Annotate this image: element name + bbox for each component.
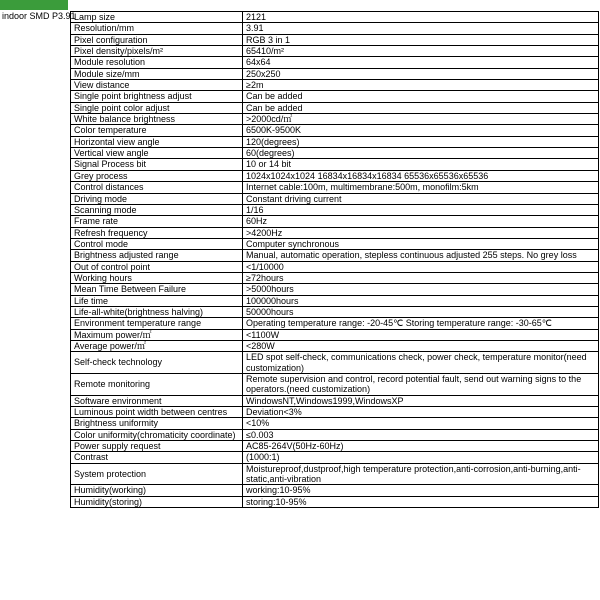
spec-value: 1024x1024x1024 16834x16834x16834 65536x65536x65536 xyxy=(243,170,599,181)
spec-value: <1100W xyxy=(243,329,599,340)
spec-value: Remote supervision and control, record potential fault, send out warning signs to the operators.(need customization) xyxy=(243,374,599,396)
table-row xyxy=(71,46,599,57)
table-row xyxy=(71,193,599,204)
spec-label: Module size/mm xyxy=(71,68,243,79)
table-row xyxy=(71,407,599,418)
spec-value: 6500K-9500K xyxy=(243,125,599,136)
table-row xyxy=(71,216,599,227)
table-row xyxy=(71,204,599,215)
spec-value: Manual, automatic operation, stepless continuous adjusted 255 steps. No grey loss xyxy=(243,250,599,261)
spec-value: 3.91 xyxy=(243,23,599,34)
spec-value: (1000:1) xyxy=(243,452,599,463)
spec-label: Environment temperature range xyxy=(71,318,243,329)
table-row xyxy=(71,485,599,496)
spec-value: ≥2m xyxy=(243,80,599,91)
spec-label: Average power/㎡ xyxy=(71,340,243,351)
spec-value: 60(degrees) xyxy=(243,148,599,159)
spec-label: Life time xyxy=(71,295,243,306)
table-row xyxy=(71,352,599,374)
spec-value: >5000hours xyxy=(243,284,599,295)
spec-label: Remote monitoring xyxy=(71,374,243,396)
spec-label: Vertical view angle xyxy=(71,148,243,159)
table-row xyxy=(71,429,599,440)
spec-label: Brightness uniformity xyxy=(71,418,243,429)
spec-value: ≥72hours xyxy=(243,272,599,283)
table-row xyxy=(71,159,599,170)
spec-value: Can be added xyxy=(243,102,599,113)
table-row xyxy=(71,227,599,238)
spec-label: Control mode xyxy=(71,238,243,249)
table-row xyxy=(71,284,599,295)
spec-value: RGB 3 in 1 xyxy=(243,34,599,45)
spec-value: Can be added xyxy=(243,91,599,102)
spec-label: Power supply request xyxy=(71,441,243,452)
spec-value: 65410/m² xyxy=(243,46,599,57)
spec-label: Driving mode xyxy=(71,193,243,204)
table-row xyxy=(71,238,599,249)
spec-value: <1/10000 xyxy=(243,261,599,272)
spec-label: White balance brightness xyxy=(71,114,243,125)
spec-label: Working hours xyxy=(71,272,243,283)
spec-value: WindowsNT,Windows1999,WindowsXP xyxy=(243,395,599,406)
table-row xyxy=(71,306,599,317)
spec-label: Module resolution xyxy=(71,57,243,68)
spec-label: Out of control point xyxy=(71,261,243,272)
spec-label: Life-all-white(brightness halving) xyxy=(71,306,243,317)
spec-label: System protection xyxy=(71,463,243,485)
spec-label: Maximum power/㎡ xyxy=(71,329,243,340)
spec-label: Color uniformity(chromaticity coordinate) xyxy=(71,429,243,440)
table-row xyxy=(71,272,599,283)
specification-table xyxy=(70,11,599,508)
spec-value: 64x64 xyxy=(243,57,599,68)
table-row xyxy=(71,102,599,113)
green-accent-block xyxy=(0,0,68,10)
table-body xyxy=(71,12,599,508)
table-row xyxy=(71,148,599,159)
spec-value: 60Hz xyxy=(243,216,599,227)
spec-label: Frame rate xyxy=(71,216,243,227)
spec-label: Single point brightness adjust xyxy=(71,91,243,102)
header-title: indoor SMD P3.91 xyxy=(2,11,76,21)
spec-label: Single point color adjust xyxy=(71,102,243,113)
spec-value: storing:10-95% xyxy=(243,496,599,507)
spec-value: 100000hours xyxy=(243,295,599,306)
table-row xyxy=(71,261,599,272)
table-row xyxy=(71,182,599,193)
spec-label: Humidity(storing) xyxy=(71,496,243,507)
spec-value: Computer synchronous xyxy=(243,238,599,249)
spec-label: Color temperature xyxy=(71,125,243,136)
spec-label: Control distances xyxy=(71,182,243,193)
spec-value: Deviation<3% xyxy=(243,407,599,418)
spec-value: working:10-95% xyxy=(243,485,599,496)
table-row xyxy=(71,91,599,102)
table-row xyxy=(71,374,599,396)
spec-value: AC85-264V(50Hz-60Hz) xyxy=(243,441,599,452)
spec-label: Brightness adjusted range xyxy=(71,250,243,261)
spec-value: Moistureproof,dustproof,high temperature protection,anti-corrosion,anti-burning,anti-static,anti-vibration xyxy=(243,463,599,485)
spec-label: Horizontal view angle xyxy=(71,136,243,147)
spec-value: 50000hours xyxy=(243,306,599,317)
table-row xyxy=(71,68,599,79)
table-row xyxy=(71,12,599,23)
spec-value: Operating temperature range: -20-45℃ Storing temperature range: -30-65℃ xyxy=(243,318,599,329)
spec-label: Lamp size xyxy=(71,12,243,23)
table-row xyxy=(71,125,599,136)
spec-label: Self-check technology xyxy=(71,352,243,374)
table-row xyxy=(71,136,599,147)
table-row xyxy=(71,418,599,429)
spec-label: Scanning mode xyxy=(71,204,243,215)
spec-label: Resolution/mm xyxy=(71,23,243,34)
table-row xyxy=(71,295,599,306)
spec-value: <280W xyxy=(243,340,599,351)
spec-label: Signal Process bit xyxy=(71,159,243,170)
table-row xyxy=(71,340,599,351)
table-row xyxy=(71,496,599,507)
table-row xyxy=(71,250,599,261)
spec-label: Grey process xyxy=(71,170,243,181)
table-row xyxy=(71,463,599,485)
table-row xyxy=(71,57,599,68)
spec-value: >2000cd/㎡ xyxy=(243,114,599,125)
table-row xyxy=(71,395,599,406)
spec-value: Internet cable:100m, multimembrane:500m, monofilm:5km xyxy=(243,182,599,193)
spec-value: 250x250 xyxy=(243,68,599,79)
spec-label: Mean Time Between Failure xyxy=(71,284,243,295)
table-row xyxy=(71,170,599,181)
spec-label: Contrast xyxy=(71,452,243,463)
spec-label: Software environment xyxy=(71,395,243,406)
table-row xyxy=(71,34,599,45)
spec-label: Pixel density/pixels/m² xyxy=(71,46,243,57)
spec-label: Refresh frequency xyxy=(71,227,243,238)
spec-label: View distance xyxy=(71,80,243,91)
spec-value: LED spot self-check, communications check, power check, temperature monitor(need customization) xyxy=(243,352,599,374)
spec-label: Luminous point width between centres xyxy=(71,407,243,418)
spec-value: 1/16 xyxy=(243,204,599,215)
spec-value: <10% xyxy=(243,418,599,429)
spec-value: 120(degrees) xyxy=(243,136,599,147)
spec-value: >4200Hz xyxy=(243,227,599,238)
table-row xyxy=(71,318,599,329)
spec-label: Pixel configuration xyxy=(71,34,243,45)
spec-value: 10 or 14 bit xyxy=(243,159,599,170)
spec-value: 2121 xyxy=(243,12,599,23)
table-row xyxy=(71,80,599,91)
table-row xyxy=(71,441,599,452)
spec-value: ≤0.003 xyxy=(243,429,599,440)
table-row xyxy=(71,329,599,340)
table-row xyxy=(71,23,599,34)
spec-label: Humidity(working) xyxy=(71,485,243,496)
spec-value: Constant driving current xyxy=(243,193,599,204)
table-row xyxy=(71,114,599,125)
table-row xyxy=(71,452,599,463)
